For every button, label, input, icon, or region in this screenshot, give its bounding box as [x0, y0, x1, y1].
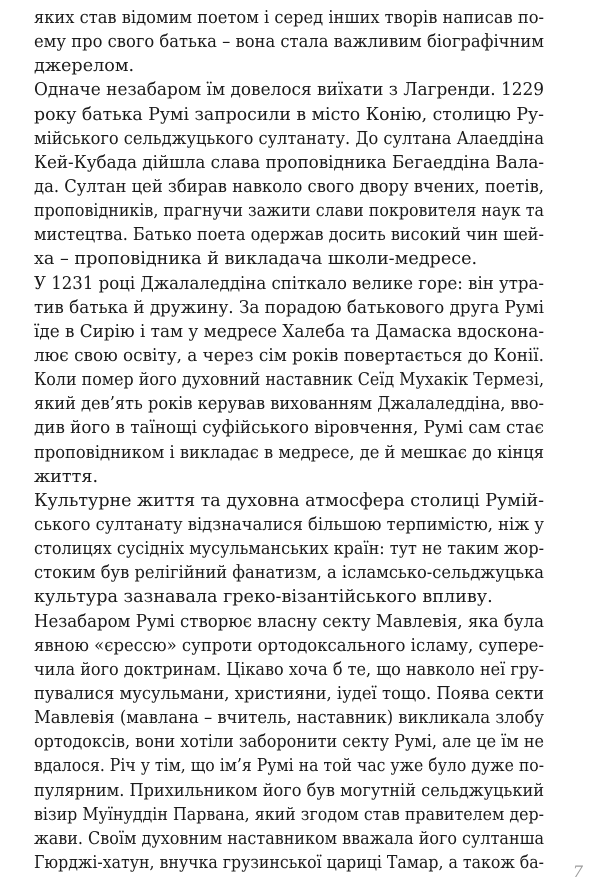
text-line: проповідником і викладає в медресе, де й мешкає до кінця [34, 442, 544, 463]
text-line: вдалося. Річ у тім, що ім’я Румі на той час уже було дуже по- [34, 756, 544, 777]
text-line: столицях сусідніх мусульманських країн: тут не таким жор- [34, 539, 544, 560]
page-number: 7 [572, 862, 583, 881]
text-line: їде в Сирію і там у медресе Халеба та Дамаска вдоскона- [34, 321, 544, 342]
text-line: явною «єрессю» супроти ортодоксального ісламу, супере- [34, 635, 544, 656]
text-line: джерелом. [34, 56, 135, 77]
text-line: стоким був релігійний фанатизм, а ісламсько-сельджуцька [34, 563, 544, 584]
text-line: мійського сельджуцького султанату. До султана Алаеддіна [34, 128, 544, 149]
text-line: Одначе незабаром їм довелося виїхати з Лагренди. 1229 [34, 80, 544, 101]
text-line: проповідників, прагнучи зажити слави покровителя наук та [34, 201, 544, 222]
text-line: У 1231 році Джалаледдіна спіткало велике горе: він утра- [34, 273, 544, 294]
text-line: який дев’ять років керував вихованням Джалаледдіна, вво- [34, 394, 544, 415]
text-line: да. Султан цей збирав навколо свого двору вчених, поетів, [34, 176, 544, 197]
text-line: Кей-Кубада дійшла слава проповідника Бегаеддіна Вала- [34, 152, 544, 173]
text-line: року батька Румі запросили в місто Конію, столицю Ру- [34, 104, 544, 125]
text-line: Мавлевія (мавлана – вчитель, наставник) викликала злобу [34, 708, 544, 729]
text-line: тив батька й дружину. За порадою батькового друга Румі [34, 297, 544, 318]
text-line: див його в таїнощі суфійського віровчення, Румі сам стає [34, 418, 544, 439]
text-line: лює свою освіту, а через сім років повертається до Конії. [34, 345, 544, 366]
text-line: ему про свого батька – вона стала важливим біографічним [34, 32, 544, 53]
text-line: яких став відомим поетом і серед інших творів написав по- [34, 8, 544, 28]
text-line: жави. Своїм духовним наставником вважала його султанша [34, 828, 544, 849]
text-line: пувалися мусульмани, християни, іудеї тощо. Поява секти [34, 683, 544, 704]
text-line: життя. [34, 466, 99, 487]
text-line: чила його доктринам. Цікаво хоча б те, що навколо неї гру- [34, 659, 544, 680]
text-line: мистецтва. Батько поета одержав досить високий чин шей- [34, 225, 544, 246]
text-line: Коли помер його духовний наставник Сеїд Мухакік Термезі, [34, 370, 544, 391]
text-line: Незабаром Румі створює власну секту Мавлевія, яка була [34, 611, 544, 632]
text-line: ортодоксів, вони хотіли заборонити секту Румі, але це їм не [34, 732, 544, 753]
text-line: культура зазнавала греко-візантійського впливу. [34, 587, 493, 608]
text-line: Культурне життя та духовна атмосфера столиці Румій- [34, 490, 544, 511]
text-line: Гюрджі-хатун, внучка грузинської цариці Тамар, а також ба- [34, 852, 544, 873]
text-line: ського султанату відзначалися більшою терпимістю, ніж у [34, 514, 544, 535]
text-line: пулярним. Прихильником його був могутній сельджуцький [34, 780, 544, 801]
page-text [34, 6, 544, 875]
text-line: ха – проповідника й викладача школи-медресе. [34, 249, 478, 270]
text-line: візир Муїнуддін Парвана, який згодом став правителем дер- [34, 804, 544, 825]
